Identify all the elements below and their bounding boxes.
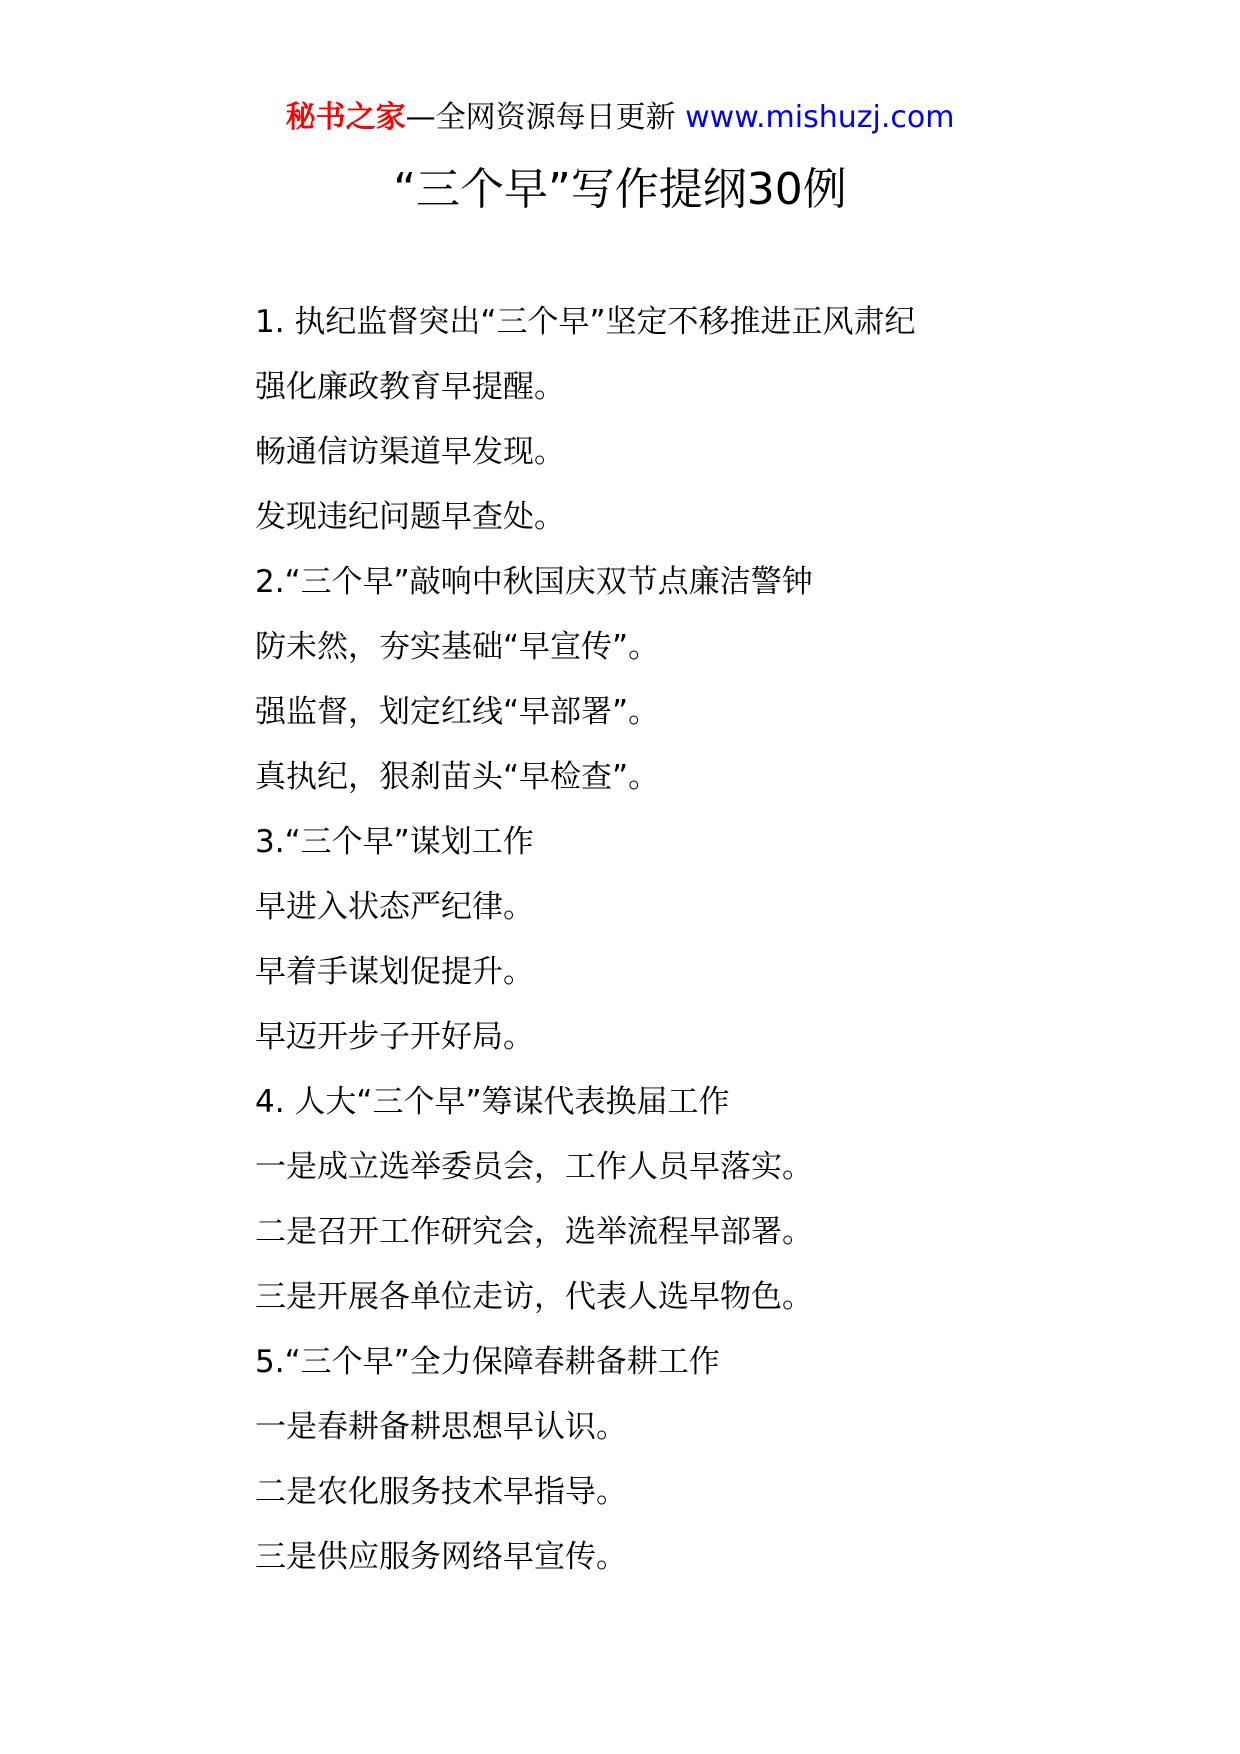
body-line: 一是春耕备耕思想早认识。 bbox=[255, 1409, 627, 1445]
body-line: 一是成立选举委员会，工作人员早落实。 bbox=[255, 1149, 813, 1185]
body-line: 强监督，划定红线“早部署”。 bbox=[255, 694, 660, 730]
body-line: 二是农化服务技术早指导。 bbox=[255, 1474, 627, 1510]
body-line: 早进入状态严纪律。 bbox=[255, 889, 534, 925]
body-line: 畅通信访渠道早发现。 bbox=[255, 434, 565, 470]
document-title: “三个早”写作提纲30例 bbox=[393, 164, 847, 215]
site-url-link[interactable]: www.mishuzj.com bbox=[685, 100, 955, 135]
body-line: 二是召开工作研究会，选举流程早部署。 bbox=[255, 1214, 813, 1250]
body-line: 三是开展各单位走访，代表人选早物色。 bbox=[255, 1279, 813, 1315]
body-line: 发现违纪问题早查处。 bbox=[255, 499, 565, 535]
body-line: 真执纪，狠刹苗头“早检查”。 bbox=[255, 759, 660, 795]
section-heading-1: 1. 执纪监督突出“三个早”坚定不移推进正风肃纪 bbox=[255, 304, 916, 340]
site-header bbox=[0, 98, 1240, 138]
section-heading-4: 4. 人大“三个早”筹谋代表换届工作 bbox=[255, 1084, 730, 1120]
body-line: 三是供应服务网络早宣传。 bbox=[255, 1539, 627, 1575]
section-heading-3: 3.“三个早”谋划工作 bbox=[255, 824, 534, 860]
section-heading-5: 5.“三个早”全力保障春耕备耕工作 bbox=[255, 1344, 720, 1380]
body-line: 强化廉政教育早提醒。 bbox=[255, 369, 565, 405]
body-line: 早迈开步子开好局。 bbox=[255, 1019, 534, 1055]
brand-name: 秘书之家 bbox=[285, 100, 406, 135]
section-heading-2: 2.“三个早”敲响中秋国庆双节点廉洁警钟 bbox=[255, 564, 813, 600]
body-line: 防未然，夯实基础“早宣传”。 bbox=[255, 629, 660, 665]
header-tagline: —全网资源每日更新 bbox=[405, 100, 686, 135]
document-body bbox=[255, 290, 1155, 1590]
body-line: 早着手谋划促提升。 bbox=[255, 954, 534, 990]
